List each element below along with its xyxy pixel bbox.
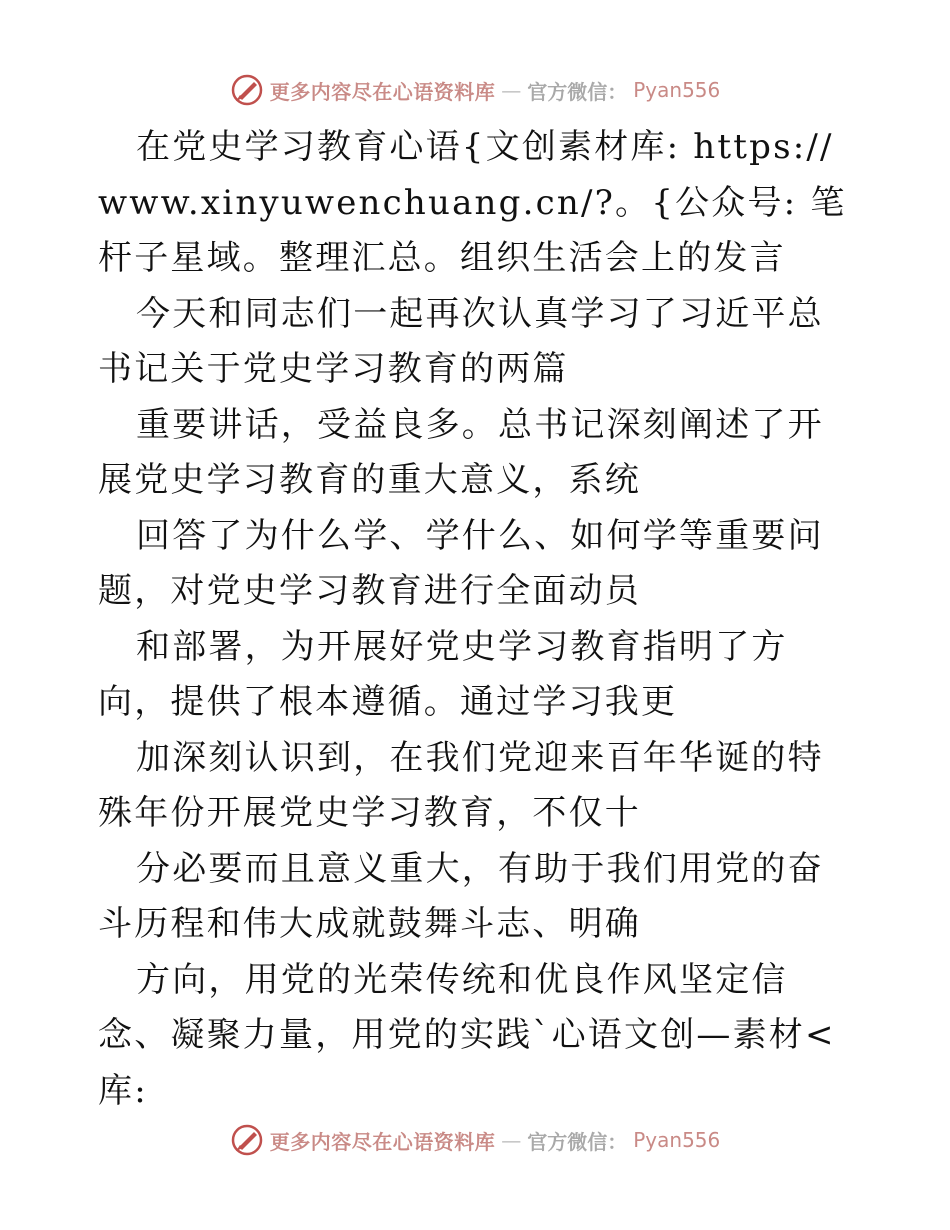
watermark-logo-icon	[230, 1123, 264, 1157]
document-body	[98, 120, 858, 1119]
watermark-wechat-label: 官方微信：	[527, 1129, 628, 1154]
watermark-main-text: 更多内容尽在心语资料库	[269, 1129, 496, 1154]
header-watermark	[0, 70, 950, 110]
watermark-wechat-label: 官方微信：	[527, 79, 628, 104]
paragraph-3: 重要讲话，受益良多。总书记深刻阐述了开展党史学习教育的重大意义，系统	[98, 404, 824, 500]
paragraph-8: 方向，用党的光荣传统和优良作风坚定信念、凝聚力量，用党的实践`心语文创—素材<库:	[98, 959, 836, 1111]
paragraph-7: 分必要而且意义重大，有助于我们用党的奋斗历程和伟大成就鼓舞斗志、明确	[98, 848, 824, 944]
watermark-wechat-id: Pyan556	[633, 78, 721, 102]
paragraph-5: 和部署，为开展好党史学习教育指明了方向，提供了根本遵循。通过学习我更	[98, 626, 788, 722]
paragraph-1: 在党史学习教育心语{文创素材库: https:// www.xinyuwenchuang.cn/?。{公众号: 笔杆子星域。整理汇总。组织生活会上的发言	[98, 127, 847, 278]
paragraph-2: 今天和同志们一起再次认真学习了习近平总书记关于党史学习教育的两篇	[98, 293, 824, 389]
watermark-dash: —	[501, 78, 522, 102]
watermark-wechat-id: Pyan556	[633, 1128, 721, 1152]
watermark-dash: —	[501, 1128, 522, 1152]
paragraph-6: 加深刻认识到，在我们党迎来百年华诞的特殊年份开展党史学习教育，不仅十	[98, 737, 824, 833]
watermark-logo-icon	[230, 73, 264, 107]
paragraph-4: 回答了为什么学、学什么、如何学等重要问题，对党史学习教育进行全面动员	[98, 515, 824, 611]
watermark-main-text: 更多内容尽在心语资料库	[269, 79, 496, 104]
footer-watermark	[0, 1120, 950, 1160]
